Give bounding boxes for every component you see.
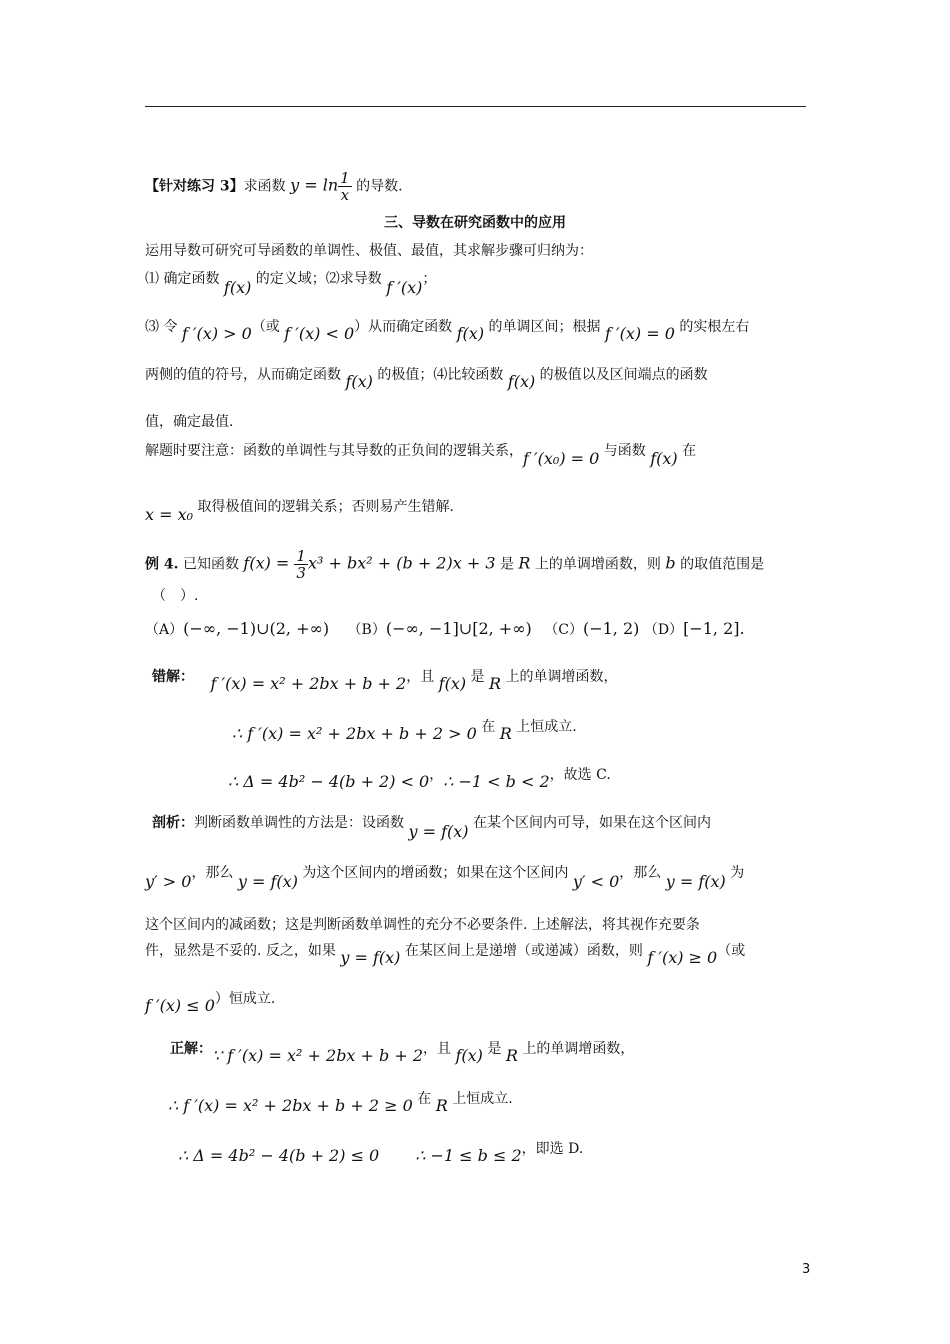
intro-step-5: 值，确定最值. — [145, 414, 234, 430]
solution-text: ，且 — [423, 1041, 456, 1057]
note-text: 在 — [677, 443, 697, 459]
formula: ∴ −1 ≤ b ≤ 2 — [415, 1146, 522, 1165]
option-b: (−∞, −1]∪[2, +∞) — [385, 619, 532, 638]
fraction-denominator: 3 — [296, 564, 306, 582]
analysis-text: （或 — [717, 943, 746, 959]
analysis-line-3: 这个区间内的减函数；这是判断函数单调性的充分不必要条件. 上述解法，将其视作充要条 — [145, 917, 700, 933]
analysis-text: ，那么 — [191, 865, 238, 881]
note-text: 与函数 — [599, 443, 651, 459]
example-4 — [145, 548, 764, 581]
option-c-label: （C） — [544, 622, 583, 638]
formula: x = x₀ — [145, 505, 194, 524]
formula: R — [435, 1096, 448, 1115]
formula: ∴ −1 < b < 2 — [443, 772, 550, 791]
exercise-3-text: 求函数 — [243, 178, 291, 195]
formula: f ′(x) < 0 — [284, 324, 355, 343]
formula: f(x) — [455, 1046, 483, 1065]
analysis-text: 在某个区间内可导，如果在这个区间内 — [468, 815, 711, 831]
intro-line-1: 运用导数可研究可导函数的单调性、极值、最值，其求解步骤可归纳为： — [145, 243, 593, 259]
formula: f ′(x) > 0 — [181, 324, 252, 343]
intro-step-3 — [145, 316, 750, 343]
example-text: 上的单调增函数，则 — [530, 556, 666, 573]
formula: R — [505, 1046, 518, 1065]
formula: ∴ Δ = 4b² − 4(b + 2) < 0 — [228, 772, 430, 791]
note-text: 解题时要注意：函数的单调性与其导数的正负间的逻辑关系， — [145, 443, 523, 459]
formula: f ′(x) ≤ 0 — [145, 996, 215, 1015]
exercise-3-label: 【针对练习 3】 — [145, 178, 244, 195]
exercise-3 — [145, 170, 403, 203]
formula: f(x) — [507, 372, 536, 391]
formula: f ′(x) ≥ 0 — [647, 948, 718, 967]
formula: f(x) — [345, 372, 373, 391]
analysis-line-4 — [145, 940, 746, 967]
intro-step-4 — [145, 364, 708, 391]
option-a-label: （A） — [145, 622, 184, 638]
solution-text: 上恒成立. — [447, 1091, 513, 1107]
step-text: 的实根左右 — [674, 319, 750, 335]
fraction-numerator: 1 — [296, 547, 306, 565]
option-d: [−1, 2]. — [683, 619, 745, 638]
formula: f(x) — [650, 449, 678, 468]
formula: y = f(x) — [340, 948, 401, 967]
note-text: 取得极值间的逻辑关系；否则易产生错解. — [193, 499, 454, 515]
analysis-text: 判断函数单调性的方法是：设函数 — [194, 815, 409, 831]
formula: ∵ f ′(x) = x² + 2bx + b + 2 — [212, 1046, 424, 1065]
formula: f ′(x₀) = 0 — [523, 449, 600, 468]
analysis-line-5 — [145, 988, 276, 1015]
formula: y = f(x) — [408, 822, 469, 841]
step-text: 的极值；⑷比较函数 — [372, 367, 508, 383]
exercise-3-text-after: 的导数. — [351, 178, 403, 195]
formula: y′ > 0 — [145, 872, 192, 891]
intro-note — [145, 440, 697, 468]
option-a: (−∞, −1)∪(2, +∞) — [183, 619, 330, 638]
intro-note-2 — [145, 496, 454, 524]
wrong-solution-line-3 — [228, 764, 611, 791]
solution-text: ， — [429, 767, 444, 783]
step-text: ； — [422, 271, 437, 287]
solution-text: 在 — [476, 719, 500, 735]
formula: x³ + bx² + (b + 2)x + 3 — [307, 553, 496, 573]
header-rule — [145, 106, 806, 107]
solution-text: 是 — [482, 1041, 506, 1057]
formula: y′ < 0 — [572, 872, 620, 891]
solution-text: ，故选 C. — [549, 767, 611, 783]
wrong-solution-line-2 — [232, 716, 577, 743]
step-text: （或 — [251, 319, 285, 335]
step-text: ⑶ 令 — [145, 319, 182, 335]
solution-text: 上的单调增函数， — [501, 669, 618, 685]
wrong-solution-line-1 — [152, 666, 618, 693]
step-text: 的定义域；⑵求导数 — [251, 271, 387, 287]
formula: f ′(x) = 0 — [604, 324, 675, 343]
fraction-numerator: 1 — [340, 169, 350, 187]
analysis-line-1 — [152, 812, 711, 841]
example-text: 是 — [495, 556, 519, 573]
example-text: 已知函数 — [178, 556, 244, 573]
step-text: ）从而确定函数 — [354, 319, 457, 335]
analysis-line-2 — [145, 862, 745, 891]
formula: f(x) — [456, 324, 485, 343]
step-text: 的单调区间；根据 — [484, 319, 605, 335]
example-4-label: 例 4. — [145, 556, 179, 573]
example-4-paren: （ ）. — [152, 588, 199, 604]
correct-solution-line-1 — [170, 1038, 635, 1065]
section-title: 三、导数在研究函数中的应用 — [384, 215, 566, 231]
solution-text: 在 — [412, 1091, 436, 1107]
formula: y = f(x) — [665, 872, 726, 891]
formula: ∴ f ′(x) = x² + 2bx + b + 2 > 0 — [232, 724, 477, 743]
solution-text: 上恒成立. — [511, 719, 577, 735]
analysis-text: 为 — [725, 865, 745, 881]
wrong-solution-label: 错解： — [152, 669, 194, 685]
formula: R — [518, 553, 531, 573]
formula: b — [665, 553, 676, 573]
analysis-text: ，那么 — [619, 865, 666, 881]
formula: R — [499, 724, 512, 743]
formula: f(x) — [438, 674, 467, 693]
formula: y = f(x) — [237, 872, 298, 891]
step-text: 的极值以及区间端点的函数 — [535, 367, 708, 383]
step-text: ⑴ 确定函数 — [145, 271, 224, 287]
step-text: 两侧的值的符号，从而确定函数 — [145, 367, 346, 383]
analysis-text: 为这个区间内的增函数；如果在这个区间内 — [297, 865, 573, 881]
formula: f ′(x) — [386, 278, 423, 297]
example-4-options — [145, 619, 745, 640]
page-number: 3 — [802, 1262, 811, 1277]
intro-step-1 — [145, 268, 437, 297]
exercise-3-formula: y = ln — [290, 175, 339, 195]
solution-text: 上的单调增函数， — [517, 1041, 635, 1057]
formula: ∴ f ′(x) = x² + 2bx + b + 2 ≥ 0 — [168, 1096, 413, 1115]
formula: ∴ Δ = 4b² − 4(b + 2) ≤ 0 — [178, 1146, 380, 1165]
analysis-text: 在某区间上是递增（或递减）函数，则 — [400, 943, 648, 959]
solution-text: ，即选 D. — [521, 1141, 584, 1157]
formula: f ′(x) = x² + 2bx + b + 2 — [210, 674, 407, 693]
analysis-label: 剖析： — [152, 815, 194, 831]
formula: f(x) = — [243, 553, 295, 573]
solution-text: ，且 — [406, 669, 439, 685]
exercise-3-fraction — [338, 170, 352, 203]
solution-text: 是 — [466, 669, 490, 685]
formula: R — [489, 674, 502, 693]
example-text: 的取值范围是 — [675, 556, 765, 573]
correct-solution-line-2 — [168, 1088, 513, 1115]
option-b-label: （B） — [347, 622, 386, 638]
option-c: (−1, 2) — [582, 619, 640, 638]
example-4-fraction — [294, 548, 308, 581]
correct-solution-label: 正解： — [170, 1041, 212, 1057]
correct-solution-line-3 — [178, 1138, 584, 1165]
analysis-text: 件，显然是不妥的. 反之，如果 — [145, 943, 341, 959]
formula: f(x) — [223, 278, 252, 297]
fraction-denominator: x — [340, 186, 350, 204]
option-d-label: （D） — [643, 622, 684, 638]
analysis-text: ）恒成立. — [214, 991, 276, 1007]
